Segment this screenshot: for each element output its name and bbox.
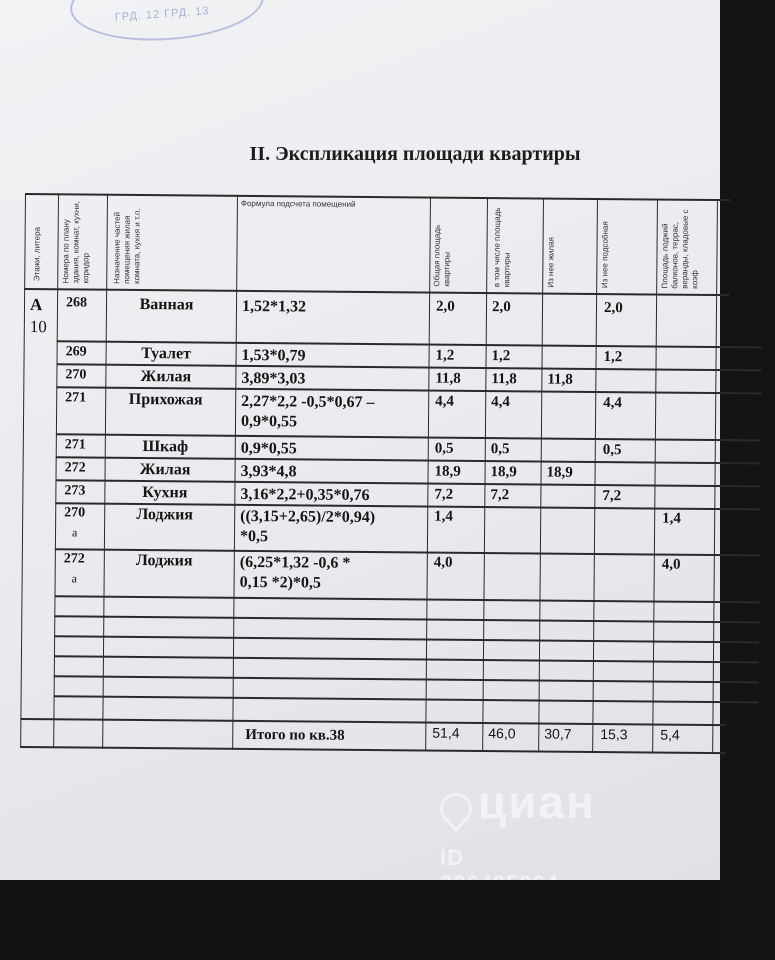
room-number: 268 — [65, 295, 88, 311]
living-area-value: 11,8 — [547, 371, 573, 388]
incl-area-value: 11,8 — [491, 371, 517, 388]
totals-label: Итого по кв.38 — [245, 726, 345, 744]
formula-line: 2,27*2,2 -0,5*0,67 – — [241, 392, 375, 412]
totals-aux: 15,3 — [600, 726, 628, 743]
room-number: 272 — [63, 551, 85, 567]
incl-area-value: 7,2 — [490, 487, 510, 504]
location-pin-icon — [433, 786, 478, 831]
incl-area-value: 18,9 — [490, 464, 517, 481]
header-auxiliary: Из нее подсобная — [600, 221, 610, 289]
total-area-value: 4,4 — [435, 393, 455, 410]
stamp-text: ГРД. 12 ГРД. 13 — [114, 5, 210, 24]
formula-line: 3,93*4,8 — [240, 462, 297, 481]
formula-line: *0,5 — [239, 527, 269, 546]
grid-line — [425, 197, 431, 752]
room-name: Лоджия — [135, 551, 193, 570]
room-name: Прихожая — [128, 390, 203, 409]
room-number: 273 — [64, 483, 86, 499]
room-number: 270 — [65, 367, 87, 383]
floor-letter: А — [29, 295, 43, 315]
watermark-brand: циан — [478, 776, 596, 828]
formula-line: 3,16*2,2+0,35*0,76 — [240, 485, 370, 505]
background-surface — [0, 880, 720, 960]
formula-line: 0,9*0,55 — [240, 412, 298, 431]
grid-line — [20, 718, 725, 726]
stamp-seal — [68, 0, 267, 47]
room-name: Ванная — [139, 296, 194, 314]
total-area-value: 1,4 — [434, 508, 454, 525]
header-formula: Формула подсчета помещений — [240, 198, 356, 209]
totals-incl: 46,0 — [488, 725, 516, 742]
room-number-suffix: а — [71, 525, 78, 540]
living-area-value: 18,9 — [546, 464, 573, 481]
loggia-area-value: 4,0 — [661, 556, 681, 573]
aux-area-value: 0,5 — [602, 442, 622, 459]
grid-line — [592, 198, 598, 753]
loggia-area-value: 1,4 — [662, 510, 682, 527]
total-area-value: 2,0 — [435, 298, 455, 315]
formula-line: (6,25*1,32 -0,6 * — [239, 553, 351, 572]
room-name: Кухня — [142, 484, 188, 502]
aux-area-value: 2,0 — [603, 300, 623, 317]
incl-area-value: 2,0 — [491, 299, 511, 316]
total-area-value: 7,2 — [434, 486, 454, 503]
room-number: 272 — [64, 460, 86, 476]
header-living: Из нее жилая — [546, 237, 556, 288]
room-name: Жилая — [139, 461, 191, 479]
header-incl-area: в том числе площадь квартиры — [492, 207, 512, 288]
formula-line: 3,89*3,03 — [241, 369, 306, 388]
total-area-value: 1,2 — [435, 347, 455, 364]
aux-area-value: 7,2 — [602, 488, 622, 505]
formula-line: 1,52*1,32 — [241, 297, 307, 316]
room-name: Жилая — [140, 368, 192, 386]
room-name: Шкаф — [142, 438, 189, 456]
header-loggias: Площадь лоджий балконов, террас, веранды, кладовые с коэф — [660, 209, 700, 289]
grid-line — [24, 288, 729, 296]
grid-line — [538, 198, 544, 753]
formula-line: 0,9*0,55 — [240, 439, 297, 458]
totals-loggia: 5,4 — [660, 726, 680, 743]
incl-area-value: 4,4 — [491, 394, 511, 411]
document-title: II. Экспликация площади квартиры — [249, 143, 581, 165]
grid-line — [20, 193, 26, 748]
grid-line — [20, 746, 725, 754]
aux-area-value: 1,2 — [603, 349, 623, 366]
room-name: Лоджия — [136, 505, 194, 524]
grid-line — [53, 193, 59, 748]
watermark-id: ID — [440, 845, 464, 870]
grid-line — [712, 199, 718, 754]
explication-table — [20, 193, 730, 754]
room-number: 271 — [65, 390, 87, 406]
header-room-number: Номера по плану здания, комнат, кухни, коридор — [61, 200, 91, 284]
header-floor: Этажи, литера — [32, 226, 42, 282]
formula-line: ((3,15+2,65)/2*0,94) — [240, 507, 376, 527]
total-area-value: 11,8 — [435, 370, 461, 387]
totals-total: 51,4 — [432, 724, 460, 741]
aux-area-value: 4,4 — [603, 395, 623, 412]
room-number: 269 — [65, 344, 87, 360]
grid-line — [482, 197, 488, 752]
incl-area-value: 0,5 — [490, 441, 510, 458]
header-purpose: Назначение частей помещения жилая комната, кухня и т.п. — [112, 208, 142, 285]
floor-number: 10 — [29, 317, 47, 337]
incl-area-value: 1,2 — [491, 348, 511, 365]
total-area-value: 18,9 — [434, 463, 461, 480]
grid-line — [652, 199, 658, 754]
formula-line: 1,53*0,79 — [241, 346, 306, 365]
totals-living: 30,7 — [544, 725, 572, 742]
header-total-area: Общая площадь квартиры — [432, 224, 452, 287]
grid-line — [102, 194, 108, 749]
room-number-suffix: а — [71, 571, 78, 586]
formula-line: 0,15 *2)*0,5 — [239, 573, 322, 592]
room-number: 270 — [64, 505, 86, 521]
total-area-value: 4,0 — [433, 554, 453, 571]
total-area-value: 0,5 — [434, 440, 454, 457]
room-name: Туалет — [141, 345, 192, 363]
room-number: 271 — [64, 437, 86, 453]
grid-line — [232, 195, 238, 750]
